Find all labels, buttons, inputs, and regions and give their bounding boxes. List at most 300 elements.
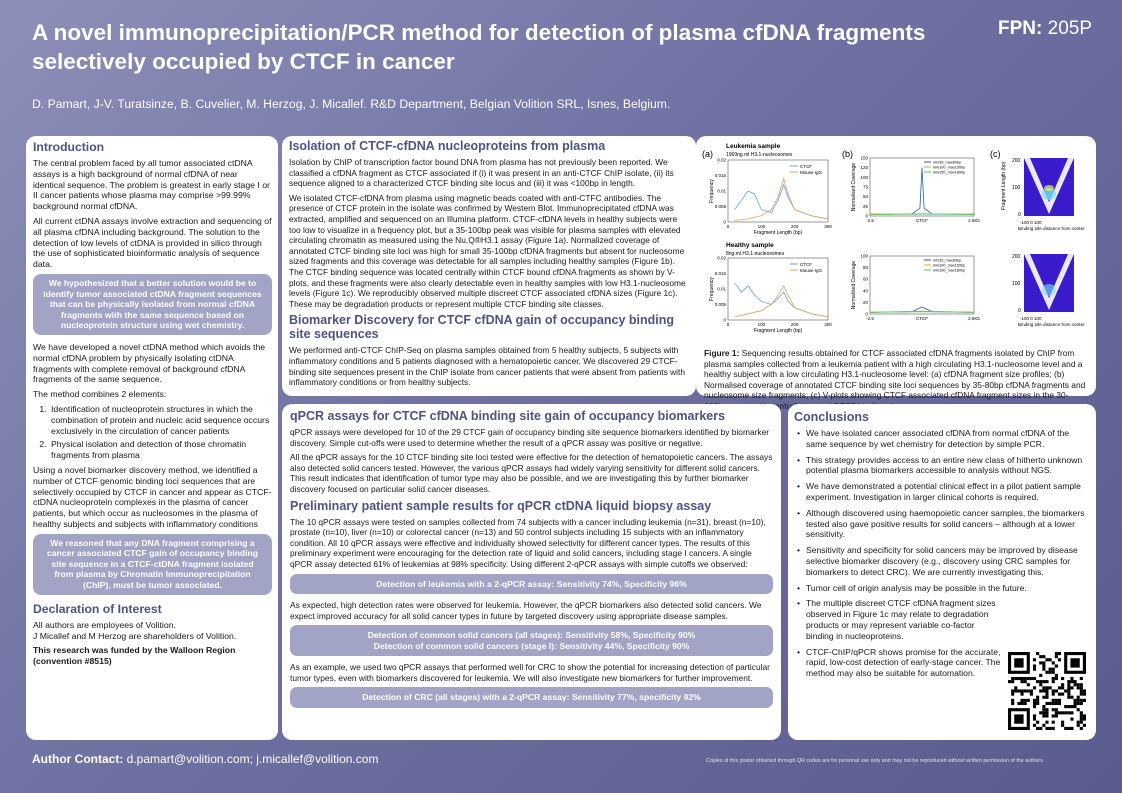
qr-module (1024, 699, 1027, 702)
qr-module (1045, 658, 1048, 661)
qr-module (1077, 708, 1080, 711)
qr-module (1042, 714, 1045, 717)
healthy-frequency-plot (709, 256, 832, 335)
y-axis-label: Frequency (709, 179, 715, 203)
qr-module (1049, 658, 1052, 661)
qr-module (1055, 714, 1058, 717)
y-tick-label: 100 (860, 253, 868, 259)
funding-line: This research was funded by the Walloon Region (convention #8515) (33, 645, 236, 667)
legend-label: Mouse IgG (800, 268, 823, 273)
qr-module (1042, 661, 1045, 664)
qr-module (1052, 702, 1055, 705)
qr-module (1052, 671, 1055, 674)
qr-module (1070, 718, 1073, 721)
fpn-label: FPN: (998, 18, 1043, 39)
v-ylabel: Fragment Length (bp) (1001, 161, 1007, 210)
y-tick-label: 75 (862, 184, 868, 190)
qr-module (1064, 711, 1067, 714)
isolation-paragraph-1: Isolation by ChIP of transcription factor bound DNA from plasma has not previously been reported. We classified a cfDNA fragment as CTCF associated if (i) it was present in an anti-CTCF ChIP isolate, (ii) its sequence aligned to a characterized CTCF binding site locus and (iii) it was <100bp in length. (289, 157, 674, 189)
qr-module (1033, 699, 1036, 702)
qr-module (1055, 699, 1058, 702)
legend-label: min35_max80bp (933, 160, 962, 165)
qr-module (1058, 652, 1061, 655)
panel-a-label: (a) (702, 149, 713, 159)
qr-module (1017, 677, 1020, 680)
qr-module (1045, 702, 1048, 705)
qr-module (1033, 724, 1036, 727)
qr-module (1080, 721, 1083, 724)
y-tick-label: 0.01 (717, 188, 726, 194)
qr-module (1045, 693, 1048, 696)
legend-label: CTCF (800, 262, 812, 267)
qr-module (1039, 683, 1042, 686)
y-tick-label: 0.02 (717, 255, 726, 261)
y-tick-label: 0.015 (714, 173, 726, 178)
qr-module (1080, 702, 1083, 705)
qr-module (1052, 689, 1055, 692)
qr-module (1055, 652, 1058, 655)
x-axis-label: Fragment Length (bp) (753, 328, 803, 334)
solid-cancer-result-bar (290, 625, 773, 656)
qr-module (1049, 671, 1052, 674)
caption-label: Figure 1: (704, 348, 740, 358)
legend-label: min150_max180bp (933, 268, 966, 273)
x-tick-label: 2.5Kb (968, 316, 980, 321)
list-item: • The multiple discreet CTCF cfDNA fragment sizes observed in Figure 1c may relate to degradation products or may represent variable co-factor binding in nucleoproteins. (794, 598, 1004, 641)
qr-module (1033, 677, 1036, 680)
qr-module (1052, 714, 1055, 717)
y-tick-label: 0.005 (714, 302, 726, 307)
qr-module (1049, 727, 1052, 730)
y-tick-label: 25 (862, 203, 868, 209)
qr-module (1011, 677, 1014, 680)
qr-module (1058, 702, 1061, 705)
figure-panel (696, 136, 1096, 411)
qr-module (1030, 689, 1033, 692)
qr-module (1039, 727, 1042, 730)
qr-module (1033, 714, 1036, 717)
qr-module (1055, 655, 1058, 658)
intro-paragraph-1: The central problem faced by all tumor associated ctDNA assays is a high background of normal cfDNA of near identical sequence. The problem is greatest in early stage I or II cancer patients whose plasma may comprise >99.99% background normal cfDNA. (33, 158, 270, 212)
contact-label: Author Contact: (32, 752, 124, 766)
qr-module (1039, 674, 1042, 677)
qr-module (1024, 680, 1027, 683)
leukemia-subtitle: 1969ng.ml H3.1-nucleosomes (726, 152, 793, 158)
qr-module (1077, 696, 1080, 699)
qr-module (1036, 727, 1039, 730)
qr-module (1074, 705, 1077, 708)
qr-module (1052, 708, 1055, 711)
list-item: • This strategy provides access to an entire new class of hitherto unknown potential plasma biomarkers accessible to analysis without NGS. (794, 455, 1088, 477)
qr-module (1061, 677, 1064, 680)
qr-module (1042, 724, 1045, 727)
qr-module (1083, 724, 1086, 727)
qr-module (1077, 699, 1080, 702)
isolation-panel (282, 136, 696, 396)
healthy-coverage-plot (851, 254, 980, 322)
qr-module (1042, 705, 1045, 708)
qr-module (1024, 677, 1027, 680)
qr-module (1039, 661, 1042, 664)
qr-module (1039, 655, 1042, 658)
contact-emails[interactable]: d.pamart@volition.com; j.micallef@volition.com (126, 752, 379, 766)
qr-module (1020, 680, 1023, 683)
v-xlabel: Binding site distance from center (1018, 322, 1085, 327)
qr-module (1027, 699, 1030, 702)
qr-module (1039, 680, 1042, 683)
qr-module (1055, 708, 1058, 711)
y-axis-label: Normalised Coverage (851, 260, 857, 310)
qr-module (1045, 708, 1048, 711)
qr-module (1058, 699, 1061, 702)
qr-module (1011, 689, 1014, 692)
biomarker-discovery-paragraph: We performed anti-CTCF ChIP-Seq on plasma samples obtained from 5 healthy subjects, 5 subjects with inflammatory conditions and 5 patients diagnosed with a hematopoietic cancer. We discovered 29 CTCF-binding site sequences present in the ChIP isolate from cancer patients that were absent from patients with inflammatory conditions or from healthy subjects. (289, 345, 686, 388)
qr-module (1042, 655, 1045, 658)
x-tick-label: 300 (824, 224, 832, 229)
qr-module (1067, 693, 1070, 696)
qr-module (1080, 714, 1083, 717)
panel-b-label: (b) (842, 149, 853, 159)
qr-module (1080, 711, 1083, 714)
qr-module (1020, 689, 1023, 692)
qr-module (1080, 699, 1083, 702)
qr-module (1014, 677, 1017, 680)
qr-module (1070, 727, 1073, 730)
figure-1 (702, 144, 1090, 344)
healthy-v-plot (1012, 254, 1085, 327)
v-tick: -100 0 100 (1020, 220, 1042, 225)
qr-module (1074, 702, 1077, 705)
qr-module (1055, 664, 1058, 667)
qr-module (1067, 696, 1070, 699)
qr-module (1080, 718, 1083, 721)
qr-module (1077, 683, 1080, 686)
qr-module (1033, 668, 1036, 671)
qr-module (1045, 721, 1048, 724)
y-tick-label: 0.01 (717, 286, 726, 292)
qr-module (1011, 699, 1014, 702)
qr-finder (1070, 658, 1079, 667)
x-tick-label: 300 (824, 322, 832, 327)
y-tick-label: 0 (723, 219, 726, 225)
y-tick-label: 150 (860, 155, 868, 161)
qr-module (1020, 699, 1023, 702)
qpcr-panel (282, 404, 781, 740)
declaration-line-1: All authors are employees of Volition. (33, 619, 176, 630)
qr-module (1061, 693, 1064, 696)
qr-module (1027, 683, 1030, 686)
x-tick-label: 100 (757, 322, 766, 327)
qr-module (1045, 696, 1048, 699)
y-axis-label: Normalised Coverage (851, 162, 857, 212)
qr-module (1027, 677, 1030, 680)
qr-module (1014, 686, 1017, 689)
y-tick-label: 0 (865, 213, 868, 219)
qr-module (1052, 668, 1055, 671)
list-item: • Although discovered using haemopoietic cancer samples, the biomarkers tested also gave positive results for solid cancers – although at a lower sensitivity. (794, 508, 1088, 540)
qr-module (1049, 668, 1052, 671)
qr-module (1052, 699, 1055, 702)
series-line (735, 179, 828, 221)
v-tick: 200 (1012, 158, 1021, 164)
qr-module (1045, 671, 1048, 674)
qr-module (1011, 693, 1014, 696)
list-item: 2. Physical isolation and detection of those chromatin fragments from plasma (49, 439, 272, 461)
poster-title: A novel immunoprecipitation/PCR method for detection of plasma cfDNA fragments selectively occupied by CTCF in cancer (32, 20, 926, 74)
intro-paragraph-2: All current ctDNA assays involve extraction and sequencing of all plasma cfDNA including background. The solution to the detection of low levels of ctDNA is provided in silico through the use of sophisticated bioinformatic analysis of sequence data. (33, 215, 272, 270)
qr-module (1042, 680, 1045, 683)
qr-module (1045, 686, 1048, 689)
fpn-badge (998, 18, 1092, 40)
qr-module (1042, 696, 1045, 699)
y-tick-label: 0.02 (717, 157, 726, 163)
qr-module (1033, 705, 1036, 708)
qr-module (1070, 705, 1073, 708)
qr-module (1070, 686, 1073, 689)
qr-module (1033, 686, 1036, 689)
legend-label: min35_max80bp (933, 258, 962, 263)
legend-label: min150_max180bp (933, 170, 966, 175)
qr-module (1070, 696, 1073, 699)
qr-module (1061, 721, 1064, 724)
qr-module (1036, 702, 1039, 705)
qr-module (1036, 680, 1039, 683)
qr-module (1077, 686, 1080, 689)
x-tick-label: CTCF (916, 218, 928, 223)
qr-module (1077, 702, 1080, 705)
conclusions-heading: Conclusions (794, 410, 870, 424)
healthy-subtitle: 8ng.ml H3.1-nucleosomes (726, 251, 785, 257)
qr-module (1083, 693, 1086, 696)
y-tick-label: 80 (862, 265, 868, 271)
qr-module (1074, 680, 1077, 683)
introduction-panel (26, 136, 278, 740)
intro-paragraph-5: Using a novel biomarker discovery method, we identified a number of CTCF genomic binding loci sequences that are selectively occupied by CTCF in cancer and appear as CTCF-ctDNA nucleoprotein complexes in the plasma of cancer patients, but which occur as nucleosomes in the plasma of healthy subjects and subjects with inflammatory conditions (33, 464, 272, 529)
qr-module (1052, 693, 1055, 696)
qr-module (1067, 711, 1070, 714)
qr-module (1080, 677, 1083, 680)
qr-module (1042, 711, 1045, 714)
v-plot-hotspot (1044, 185, 1054, 191)
qr-module (1058, 686, 1061, 689)
leukemia-frequency-plot (709, 158, 832, 237)
qr-module (1045, 714, 1048, 717)
legend-label: min100_max150bp (933, 165, 966, 170)
qr-module (1061, 724, 1064, 727)
x-tick-label: 2.5Kb (968, 218, 980, 223)
qr-module (1055, 689, 1058, 692)
qr-module (1067, 705, 1070, 708)
qr-module (1008, 680, 1011, 683)
biomarker-discovery-heading: Biomarker Discovery for CTCF cfDNA gain of occupancy binding site sequences (289, 313, 675, 342)
v-tick: 100 (1012, 185, 1021, 191)
qr-code-icon[interactable] (1008, 652, 1086, 730)
qr-module (1083, 718, 1086, 721)
method-elements-list (49, 404, 272, 461)
qr-module (1067, 680, 1070, 683)
list-item: • We have isolated cancer associated cfDNA from normal cfDNA of the same sequence by wet chemistry for detection by simple PCR. (794, 428, 1088, 450)
y-tick-label: 0.015 (714, 271, 726, 276)
solid-all-stages-result: Detection of common solid cancers (all stages): Sensitivity 58%, Specificity 90% (367, 630, 696, 641)
qpcr-paragraph-2: All the qPCR assays for the 10 CTCF binding site loci tested were effective for the detection of hematopoietic cancers. The assays also detected solid cancers tested. However, the various qPCR assays had widely varying sensitivity for different solid cancers. This result indicates that identification of tumor type may also be possible, and we are investigating this by further biomarker discovery focused on particular solid cancer diseases. (290, 452, 773, 494)
v-tick: 200 (1012, 254, 1021, 260)
isolation-paragraph-2: We isolated CTCF-cfDNA from plasma using magnetic beads coated with anti-CTFC antibodies. The presence of CTCF protein in the isolate was confirmed by Western Blot. Immunoprecipitated cfDNA was extracted, amplified and sequenced on an Illumina platform. CTCF-cfDNA levels in healthy subjects were too low to visualize in a frequency plot, but a 35-100bp peak was visible for plasma samples with elevated circulating chromatin as measured using the Nu.Q®H3.1 assay (Figure 1a). Normalized coverage of annotated CTCF binding site loci was high for small 35-100bp cfDNA fragments but absent for nucleosome sized fragments and this coverage was detectable for all samples including healthy samples (Figure 1b). The CTCF binding sequence was located centrally within CTCF bound cfDNA fragments as shown by V-plots, and these fragments were also clearly detectable even in healthy samples with low H3.1-nucleosome levels (Figure 1c). We reproducibly observed multiple discreet CTCF associated cfDNA sizes (Figure 1c). These may be degradation products or represent multiple CTCF binding site classes. (289, 192, 686, 309)
qr-finder (1014, 658, 1023, 667)
figure-caption (704, 348, 1090, 412)
qr-module (1083, 714, 1086, 717)
qr-module (1045, 727, 1048, 730)
qr-module (1042, 689, 1045, 692)
qr-module (1074, 683, 1077, 686)
y-tick-label: 0 (723, 317, 726, 323)
v-tick: 100 (1012, 281, 1021, 287)
legend-label: Mouse IgG (800, 170, 823, 175)
qr-module (1011, 680, 1014, 683)
caption-text: Sequencing results obtained for CTCF associated cfDNA fragments isolated by ChIP from plasma samples collected from a leukemia patient with a high circulating H3.1-nucleosome level and a healthy subject with a low circulating H3.1-nucleosome level: (a) cfDNA fragment size profiles; (b) Normalised coverage of annotated CTCF binding site loci sequences by 35-80bp cfDNA fragments and nucleosome size fragments; (c) V-plots showing CTCF associated cfDNA fragment sizes in the 30- centrally (704, 348, 1086, 411)
conclusions-list (794, 428, 1088, 679)
y-tick-label: 125 (860, 165, 868, 171)
qpcr-paragraph-4: As expected, high detection rates were observed for leukemia. However, the qPCR biomarkers also detected solid cancers. We expect improved accuracy for all solid cancer types in future by targeted discovery using appropriate disease samples. (290, 600, 762, 621)
reasoning-callout: We reasoned that any DNA fragment comprising a cancer associated CTCF gain of occupancy binding site sequence in a CTCF-ctDNA fragment isolated from plasma by Chromatin Immunoprecipitation (ChIP), must be tumor associated. (33, 534, 272, 595)
list-item: • We have demonstrated a potential clinical effect in a pilot patient sample experiment. Investigation in larger clinical cohorts is required. (794, 481, 1088, 503)
qr-module (1052, 680, 1055, 683)
qr-module (1058, 711, 1061, 714)
list-item: • Sensitivity and specificity for solid cancers may be improved by disease selective biomarker discovery (e.g., discovery using CRC samples for biomarkers to detect CRC). We are currently investigating this. (794, 545, 1088, 577)
leukemia-v-plot (1001, 158, 1085, 231)
qr-module (1067, 689, 1070, 692)
qr-module (1058, 693, 1061, 696)
panel-c-label: (c) (990, 149, 1001, 159)
v-tick: 0 (1018, 212, 1021, 218)
qr-module (1080, 727, 1083, 730)
qr-module (1020, 702, 1023, 705)
qr-module (1011, 702, 1014, 705)
qr-module (1058, 658, 1061, 661)
qr-module (1064, 727, 1067, 730)
isolation-heading: Isolation of CTCF-cfDNA nucleoproteins from plasma (289, 139, 606, 153)
qr-module (1049, 686, 1052, 689)
intro-paragraph-3: We have developed a novel ctDNA method which avoids the normal cfDNA problem by physically isolating ctDNA fragments with complete removal of background cfDNA fragments of the same sequence. (33, 341, 266, 385)
x-tick-label: 100 (757, 224, 766, 229)
leukemia-title: Leukemia sample (726, 143, 781, 150)
series-line (870, 312, 974, 313)
x-tick-label: 200 (790, 322, 799, 327)
qr-module (1042, 668, 1045, 671)
x-tick-label: -2.5 (866, 316, 874, 321)
y-tick-label: 60 (862, 276, 868, 282)
qr-module (1036, 721, 1039, 724)
qr-module (1024, 689, 1027, 692)
x-axis-label: Fragment Length (bp) (753, 230, 803, 236)
crc-result-bar: Detection of CRC (all stages) with a 2-qPCR assay: Sensitivity 77%, specificity 92% (290, 687, 773, 708)
y-tick-label: 100 (860, 174, 868, 180)
qpcr-paragraph-3: The 10 qPCR assays were tested on samples collected from 74 subjects with a cancer including leukemia (n=31), breast (n=10), prostate (n=10), liver (n=10) or colorectal cancer (n=13) and 50 control subjects including 15 subjects with an inflammatory condition. All 10 qPCR assays were effective and individually showed selectivity for different cancer types. The results of this preliminary experiment were encouraging for the detection rate of liquid and solid cancers, including stage I cancers. A single qPCR assay detected 61% of leukemias at 98% specificity. Using different 2-qPCR assays with simple cutoffs we observed: (290, 516, 766, 569)
qr-module (1020, 677, 1023, 680)
v-plot-hotspot (1042, 284, 1056, 296)
hypothesis-callout: We hypothesized that a better solution would be to identify tumor associated ctDNA fragment sequences that can be physically isolated from normal cfDNA fragments with the same sequence based on nucleoprotein structure using wet chemistry. (33, 274, 272, 335)
qr-module (1045, 711, 1048, 714)
y-tick-label: 20 (862, 299, 868, 305)
qr-module (1052, 727, 1055, 730)
qr-module (1017, 689, 1020, 692)
qr-module (1080, 693, 1083, 696)
copyright-notice: Copies of this poster obtained through QR codes are for personal use only and may not be reproduced without written permission of the authors (706, 758, 1043, 764)
qr-module (1055, 677, 1058, 680)
v-tick: -100 0 100 (1020, 316, 1042, 321)
qr-module (1080, 683, 1083, 686)
qr-module (1036, 652, 1039, 655)
qr-module (1039, 711, 1042, 714)
y-tick-label: 0.005 (714, 204, 726, 209)
qr-module (1080, 686, 1083, 689)
qr-module (1052, 721, 1055, 724)
author-contact (32, 752, 378, 766)
qr-module (1045, 689, 1048, 692)
x-tick-label: 0 (726, 322, 730, 327)
qr-module (1055, 702, 1058, 705)
qr-module (1061, 711, 1064, 714)
x-tick-label: 0 (726, 224, 730, 229)
list-item: • CTCF-ChIP/qPCR shows promise for the accurate, rapid, low-cost detection of early-stage cancer. The method may also be suitable for automation. (794, 647, 1004, 679)
qr-module (1033, 702, 1036, 705)
qr-module (1027, 689, 1030, 692)
qr-module (1033, 718, 1036, 721)
qr-module (1052, 661, 1055, 664)
qr-module (1061, 683, 1064, 686)
qr-module (1036, 699, 1039, 702)
v-tick: 0 (1018, 308, 1021, 314)
qr-module (1014, 689, 1017, 692)
y-tick-label: 0 (865, 311, 868, 317)
conclusions-panel (788, 404, 1096, 740)
qr-module (1030, 677, 1033, 680)
fpn-number: 205P (1047, 18, 1092, 39)
qr-module (1061, 686, 1064, 689)
leukemia-coverage-plot (851, 156, 980, 224)
qr-module (1042, 664, 1045, 667)
qr-module (1070, 677, 1073, 680)
x-tick-label: CTCF (916, 316, 928, 321)
declaration-heading: Declaration of Interest (33, 601, 162, 616)
qr-finder (1014, 714, 1023, 723)
authors-line: D. Pamart, J-V. Turatsinze, B. Cuvelier, M. Herzog, J. Micallef. R&D Department, Belgian Volition SRL, Isnes, Belgium. (32, 97, 671, 111)
qr-module (1033, 658, 1036, 661)
qr-module (1074, 699, 1077, 702)
qr-module (1039, 689, 1042, 692)
legend-label: min100_max150bp (933, 263, 966, 268)
solid-stage-i-result: Detection of common solid cancers (stage I): Sensitivity 44%, Specificity 90% (373, 640, 690, 651)
qr-module (1067, 686, 1070, 689)
list-item: 1. Identification of nucleoprotein structures in which the combination of protein and nucleic acid sequence occurs exclusively in the circulation of cancer patients (49, 404, 272, 436)
qr-module (1045, 680, 1048, 683)
qr-module (1030, 693, 1033, 696)
qr-module (1055, 711, 1058, 714)
list-item: • Tumor cell of origin analysis may be possible in the future. (794, 583, 1088, 594)
intro-paragraph-4: The method combines 2 elements: (33, 389, 167, 400)
qr-module (1064, 689, 1067, 692)
qpcr-heading: qPCR assays for CTCF cfDNA binding site gain of occupancy biomarkers (290, 409, 726, 423)
qr-module (1020, 693, 1023, 696)
qr-module (1033, 664, 1036, 667)
qr-module (1042, 686, 1045, 689)
qr-module (1049, 702, 1052, 705)
qr-module (1024, 702, 1027, 705)
qr-module (1017, 702, 1020, 705)
x-tick-label: 200 (790, 224, 799, 229)
y-axis-label: Frequency (709, 277, 715, 301)
preliminary-results-heading: Preliminary patient sample results for qPCR ctDNA liquid biopsy assay (290, 498, 712, 513)
introduction-heading: Introduction (33, 140, 105, 154)
